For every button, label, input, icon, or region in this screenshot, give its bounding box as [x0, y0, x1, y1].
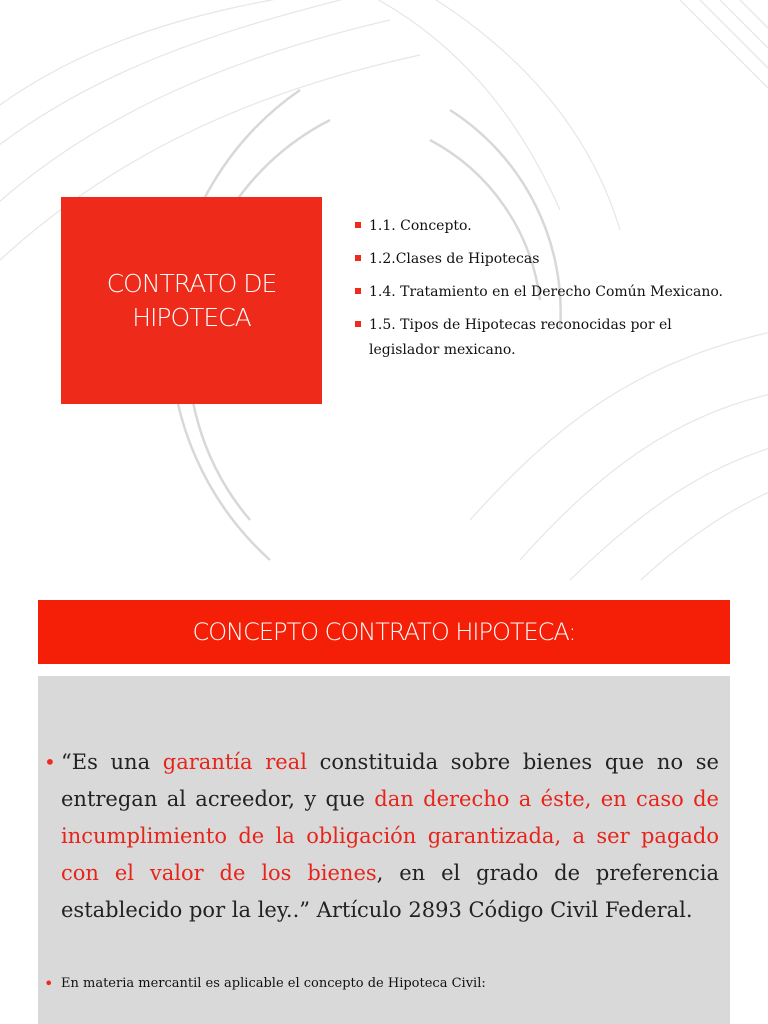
square-bullet-icon [355, 255, 361, 261]
content-panel [38, 676, 730, 1024]
section-header-text: CONCEPTO CONTRATO HIPOTECA: [192, 618, 576, 646]
title-box [61, 197, 322, 404]
highlight-garantia-real: garantía real [162, 750, 307, 774]
note-mercantil: • En materia mercantil es aplicable el concepto de Hipoteca Civil: [44, 974, 486, 993]
square-bullet-icon [355, 222, 361, 228]
section-header [38, 600, 730, 664]
definition-quote: • “Es una garantía real constituida sobre bienes que no se entregan al acreedor, y que dan derecho a éste, en caso de incumplimiento de la obligación garantizada, a ser pagado con el valor de los bienes, en el grado de preferencia establecido por la ley..” Artículo 2893 Código Civil Federal. [61, 744, 719, 929]
square-bullet-icon [355, 288, 361, 294]
bullet-icon: • [44, 750, 56, 774]
toc-item: 1.5. Tipos de Hipotecas reconocidas por el legislador mexicano. [355, 313, 735, 363]
highlight-derecho-acreedor: dan derecho a éste, en caso de incumplimiento de la obligación garantizada, a ser pagado con el valor de los bienes [61, 787, 719, 885]
bullet-icon: • [44, 974, 54, 993]
slide-title: CONTRATO DE HIPOTECA [106, 268, 277, 332]
slide-concepto [0, 580, 768, 1024]
toc-item: 1.1. Concepto. [355, 214, 735, 239]
square-bullet-icon [355, 321, 361, 327]
toc-item: 1.2.Clases de Hipotecas [355, 247, 735, 272]
table-of-contents [355, 214, 735, 371]
toc-item: 1.4. Tratamiento en el Derecho Común Mexicano. [355, 280, 735, 305]
